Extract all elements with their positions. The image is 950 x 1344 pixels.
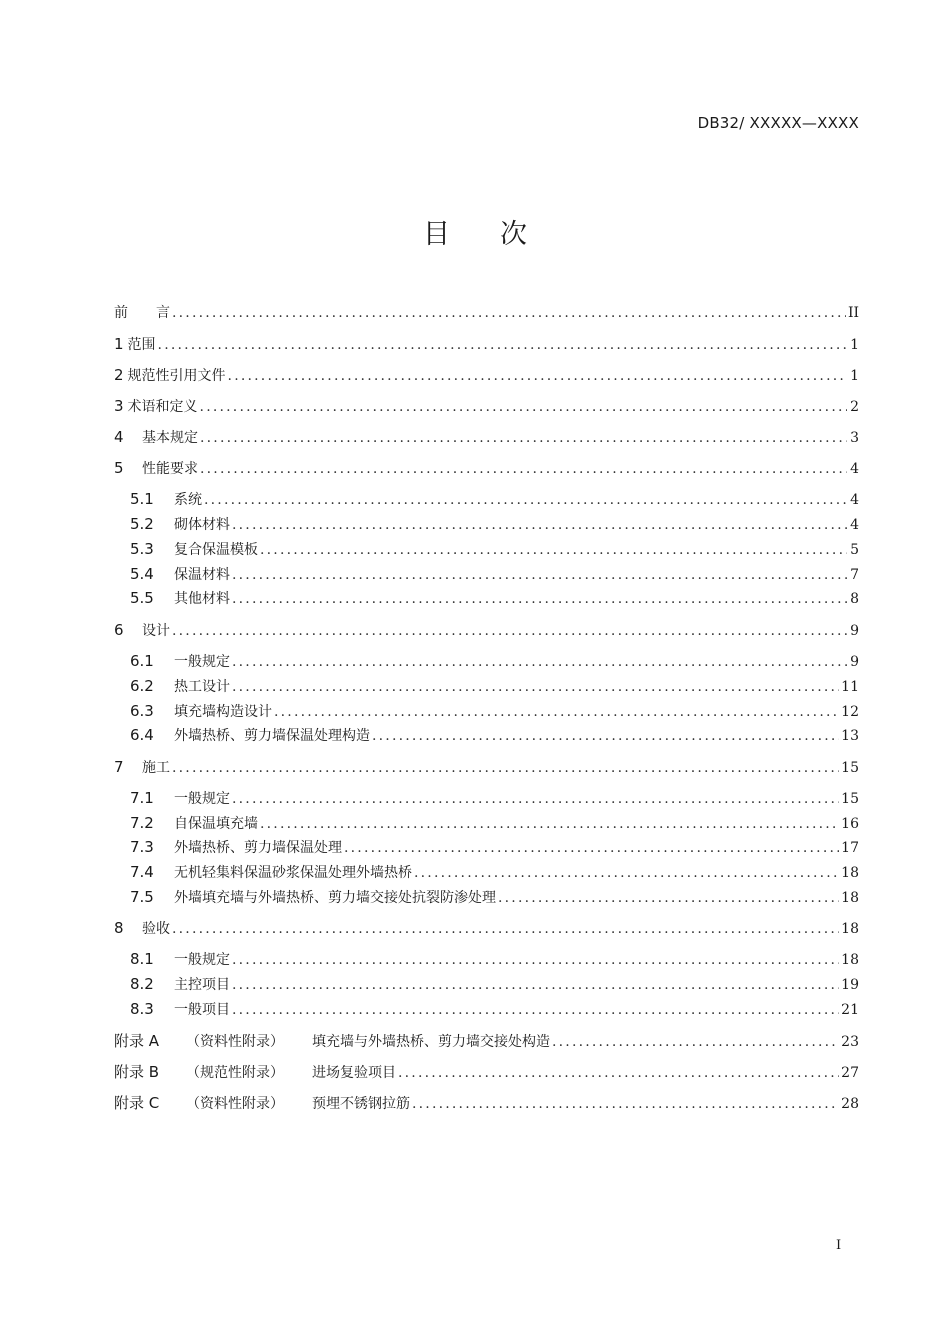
toc-entry-label: 一般项目: [174, 1002, 230, 1018]
toc-subentry[interactable]: [130, 861, 859, 883]
toc-subentry[interactable]: [130, 886, 859, 908]
toc-entry-label: 复合保温模板: [174, 542, 258, 558]
toc-entry-label: 一般规定: [174, 654, 230, 670]
toc-entry-label: 外墙热桥、剪力墙保温处理: [174, 840, 342, 856]
toc-entry-foreword[interactable]: [114, 302, 859, 324]
document-code: DB32/ XXXXX—XXXX: [697, 114, 859, 132]
toc-entry-page: 18: [841, 865, 859, 881]
toc-subentry[interactable]: [130, 563, 859, 585]
toc-entry-page: 2: [850, 399, 859, 415]
toc-entry-page: 18: [841, 890, 859, 906]
toc-leader-dots: [172, 757, 839, 779]
toc-leader-dots: [228, 365, 847, 387]
toc-appendix-entry[interactable]: [114, 1061, 859, 1083]
toc-entry-number: 8: [114, 919, 124, 937]
toc-appendix-category: （规范性附录）: [186, 1065, 284, 1081]
toc-entry-number: 6.3: [130, 702, 154, 720]
toc-leader-dots: [232, 999, 839, 1021]
toc-leader-dots: [398, 1062, 839, 1084]
toc-entry-number: 6.2: [130, 677, 154, 695]
toc-entry-number: 5: [114, 459, 124, 477]
toc-subentry[interactable]: [130, 948, 859, 970]
toc-entry-page: 4: [850, 492, 859, 508]
toc-leader-dots: [200, 396, 847, 418]
toc-entry-number: 6.1: [130, 652, 154, 670]
toc-subentry[interactable]: [130, 724, 859, 746]
page-number: I: [836, 1238, 842, 1253]
toc-entry-number: 附录 B: [114, 1063, 160, 1081]
toc-entry-label: 施工: [142, 760, 170, 776]
toc-leader-dots: [412, 1093, 839, 1115]
toc-leader-dots: [232, 564, 847, 586]
toc-appendix-category: （资料性附录）: [186, 1034, 284, 1050]
toc-entry-page: 7: [850, 567, 859, 583]
toc-entry-page: 9: [850, 654, 859, 670]
toc-leader-dots: [232, 514, 847, 536]
toc-leader-dots: [498, 887, 839, 909]
toc-entry-page: 1: [850, 368, 859, 384]
toc-leader-dots: [274, 701, 839, 723]
toc-leader-dots: [232, 949, 839, 971]
toc-subentry[interactable]: [130, 513, 859, 535]
toc-entry-number: 8.3: [130, 1000, 154, 1018]
toc-leader-dots: [158, 334, 847, 356]
toc-entry-number: 6.4: [130, 726, 154, 744]
toc-entry-label: 外墙填充墙与外墙热桥、剪力墙交接处抗裂防渗处理: [174, 890, 496, 906]
toc-entry-page: 18: [841, 952, 859, 968]
toc-leader-dots: [232, 974, 839, 996]
toc-entry[interactable]: [114, 333, 859, 355]
toc-leader-dots: [200, 458, 847, 480]
toc-entry-page: II: [847, 305, 859, 321]
toc-entry-page: 15: [841, 791, 859, 807]
toc-leader-dots: [414, 862, 839, 884]
toc-entry-number: 4: [114, 428, 124, 446]
toc-entry-number: 5.5: [130, 589, 154, 607]
toc-entry-number: 8.1: [130, 950, 154, 968]
toc-entry-page: 17: [841, 840, 859, 856]
toc-title-part1: 目: [423, 219, 450, 250]
toc-title: [0, 212, 950, 251]
toc-leader-dots: [172, 918, 839, 940]
toc-entry-label: 主控项目: [174, 977, 230, 993]
toc-entry-number: 附录 A: [114, 1032, 160, 1050]
toc-subentry[interactable]: [130, 488, 859, 510]
toc-entry-label: 预埋不锈钢拉筋: [312, 1096, 410, 1112]
toc-entry-page: 3: [850, 430, 859, 446]
toc-entry-number: 附录 C: [114, 1094, 160, 1112]
toc-entry-label: 设计: [142, 623, 170, 639]
toc-entry-number: 5.4: [130, 565, 154, 583]
toc-entry-page: 9: [850, 623, 859, 639]
toc-leader-dots: [260, 813, 839, 835]
toc-entry-page: 15: [841, 760, 859, 776]
toc-entry-number: 5.2: [130, 515, 154, 533]
toc-entry-label: 术语和定义: [127, 399, 198, 415]
toc-entry-page: 5: [850, 542, 859, 558]
toc-entry[interactable]: [114, 426, 859, 448]
toc-entry[interactable]: [114, 756, 859, 778]
toc-entry-label: 一般规定: [174, 952, 230, 968]
toc-entry-page: 16: [841, 816, 859, 832]
toc-entry-label: 验收: [142, 921, 170, 937]
toc-entry-label: 系统: [174, 492, 202, 508]
toc-entry-number: 6: [114, 621, 124, 639]
toc-entry-label: 一般规定: [174, 791, 230, 807]
toc-appendix-category: （资料性附录）: [186, 1096, 284, 1112]
toc-leader-dots: [344, 837, 839, 859]
toc-entry-page: 12: [841, 704, 859, 720]
toc-subentry[interactable]: [130, 836, 859, 858]
toc-entry-label: 基本规定: [142, 430, 198, 446]
toc-subentry[interactable]: [130, 998, 859, 1020]
toc-entry-label: 外墙热桥、剪力墙保温处理构造: [174, 728, 370, 744]
toc-entry-number: 5.1: [130, 490, 154, 508]
toc-entry-number: 7: [114, 758, 124, 776]
toc-entry-label: 填充墙与外墙热桥、剪力墙交接处构造: [312, 1034, 550, 1050]
toc-entry-number: 8.2: [130, 975, 154, 993]
toc-entry[interactable]: [114, 619, 859, 641]
toc-entry-page: 23: [841, 1034, 859, 1050]
toc-title-part2: 次: [500, 219, 527, 250]
toc-entry-number: 2: [114, 366, 124, 384]
toc-entry-page: 13: [841, 728, 859, 744]
toc-entry[interactable]: [114, 457, 859, 479]
toc-leader-dots: [200, 427, 847, 449]
toc-entry-number: 5.3: [130, 540, 154, 558]
toc-leader-dots: [172, 620, 847, 642]
toc-entry-label: 砌体材料: [174, 517, 230, 533]
toc-entry-label: 前 言: [114, 305, 170, 321]
toc-appendix-entry[interactable]: [114, 1092, 859, 1114]
toc-entry-number: 7.1: [130, 789, 154, 807]
toc-subentry[interactable]: [130, 812, 859, 834]
toc-subentry[interactable]: [130, 650, 859, 672]
toc-entry-label: 性能要求: [142, 461, 198, 477]
toc-entry-label: 保温材料: [174, 567, 230, 583]
toc-entry-page: 4: [850, 461, 859, 477]
toc-entry-label: 热工设计: [174, 679, 230, 695]
toc-entry-page: 11: [841, 679, 859, 695]
toc-entry[interactable]: [114, 395, 859, 417]
toc-appendix-entry[interactable]: [114, 1030, 859, 1052]
toc-entry-page: 1: [850, 337, 859, 353]
toc-leader-dots: [260, 539, 847, 561]
toc-entry-label: 范围: [127, 337, 156, 353]
toc-leader-dots: [172, 302, 846, 324]
toc-leader-dots: [232, 588, 847, 610]
toc-subentry[interactable]: [130, 787, 859, 809]
toc-entry-number: 1: [114, 335, 124, 353]
toc-entry-page: 19: [841, 977, 859, 993]
toc-subentry[interactable]: [130, 675, 859, 697]
toc-entry[interactable]: [114, 917, 859, 939]
toc-entry-number: 7.4: [130, 863, 154, 881]
toc-entry-page: 4: [850, 517, 859, 533]
toc-entry-number: 7.2: [130, 814, 154, 832]
toc-entry-number: 7.3: [130, 838, 154, 856]
toc-entry-page: 18: [841, 921, 859, 937]
toc-leader-dots: [372, 725, 839, 747]
toc-entry-number: 7.5: [130, 888, 154, 906]
toc-subentry[interactable]: [130, 538, 859, 560]
toc-entry-number: 3: [114, 397, 124, 415]
toc-entry-label: 规范性引用文件: [127, 368, 226, 384]
toc-leader-dots: [232, 676, 839, 698]
toc-subentry[interactable]: [130, 973, 859, 995]
toc-entry[interactable]: [114, 364, 859, 386]
toc-entry-page: 28: [841, 1096, 859, 1112]
toc-entry-label: 进场复验项目: [312, 1065, 396, 1081]
toc-subentry[interactable]: [130, 587, 859, 609]
toc-entry-label: 填充墙构造设计: [174, 704, 272, 720]
toc-entry-page: 27: [841, 1065, 859, 1081]
toc-entry-page: 8: [850, 591, 859, 607]
toc-leader-dots: [232, 788, 839, 810]
toc-leader-dots: [204, 489, 847, 511]
toc-leader-dots: [232, 651, 847, 673]
toc-subentry[interactable]: [130, 700, 859, 722]
toc-entry-label: 无机轻集料保温砂浆保温处理外墙热桥: [174, 865, 412, 881]
toc-entry-page: 21: [841, 1002, 859, 1018]
toc-entry-label: 自保温填充墙: [174, 816, 258, 832]
toc-entry-label: 其他材料: [174, 591, 230, 607]
toc-leader-dots: [552, 1031, 839, 1053]
